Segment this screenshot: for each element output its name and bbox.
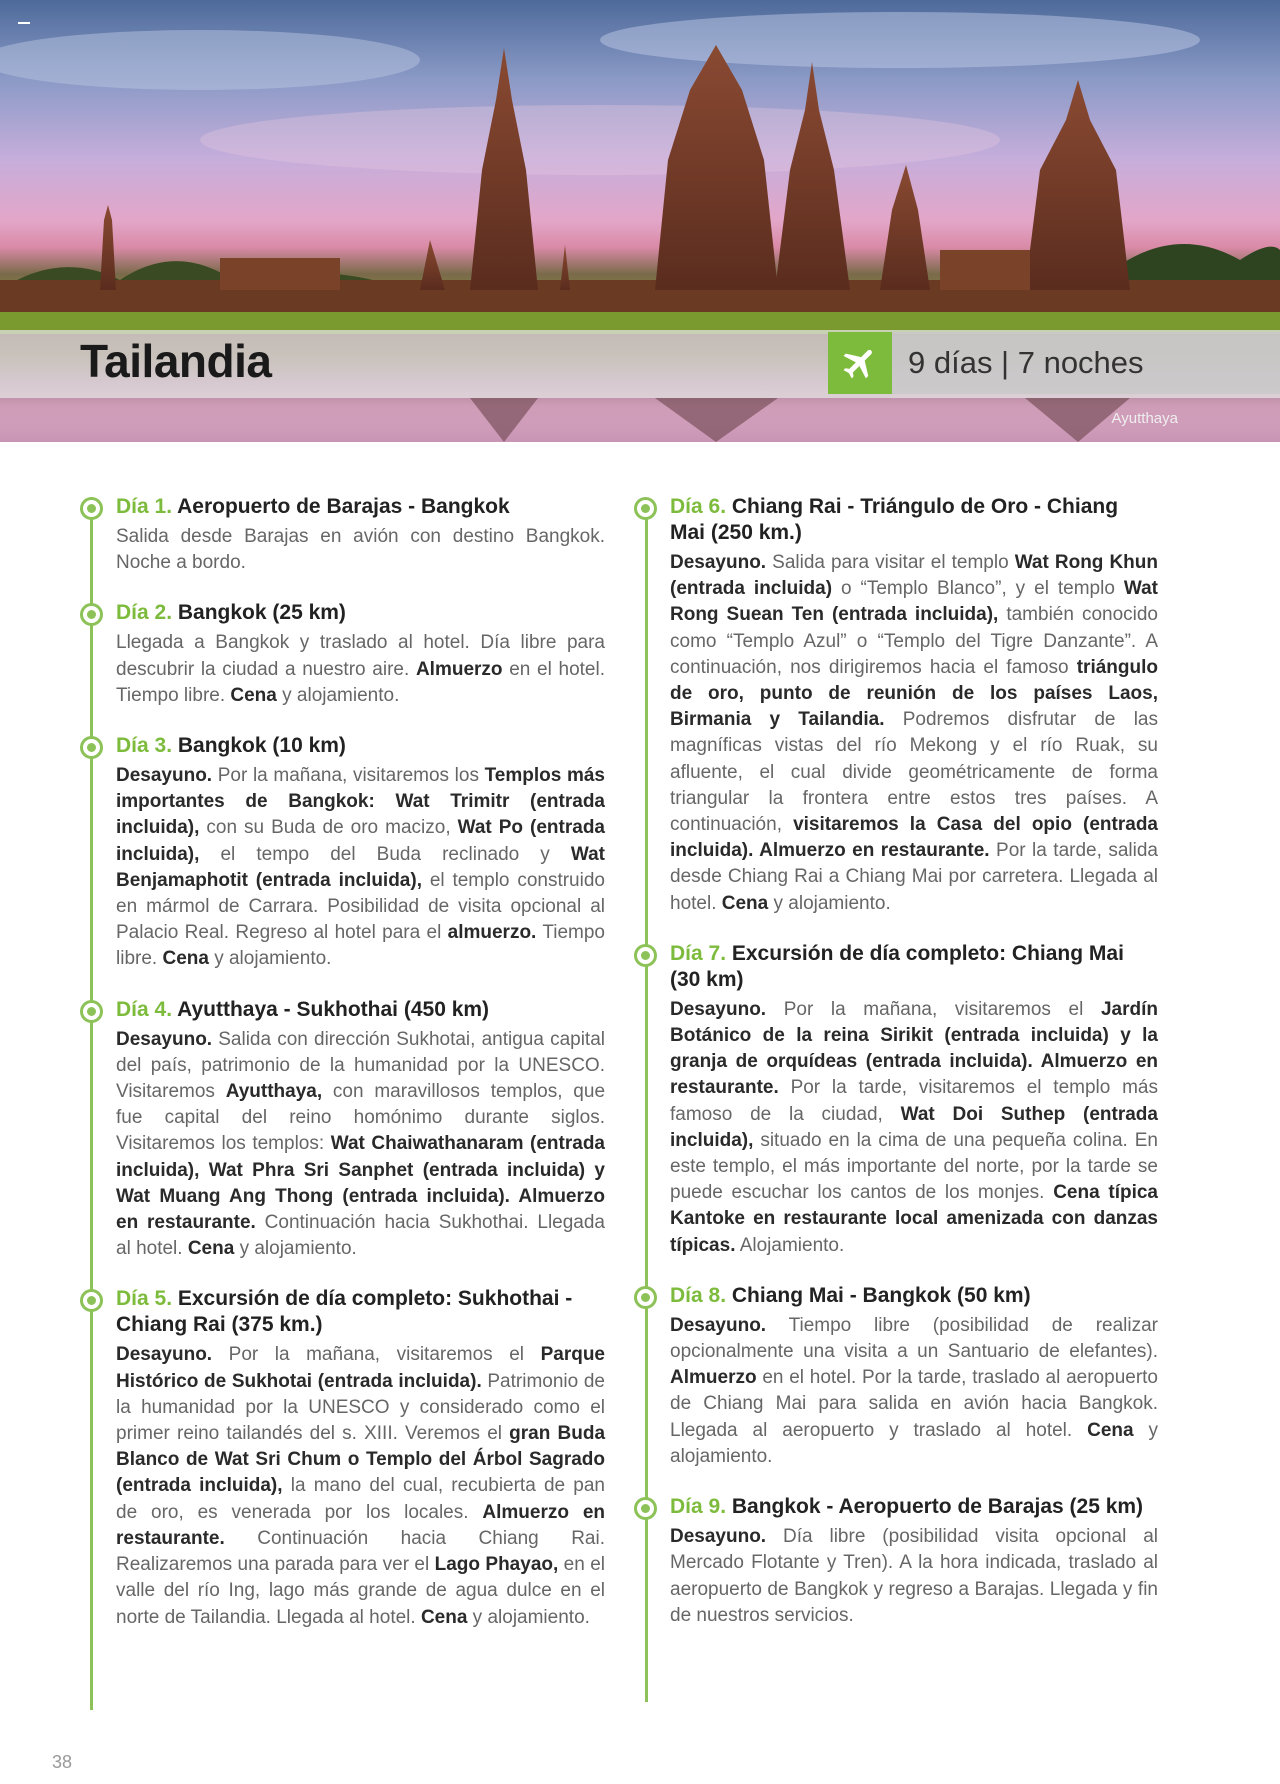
flight-badge [828, 332, 892, 394]
day-title: Aeropuerto de Barajas - Bangkok [177, 495, 510, 518]
day-heading [116, 1286, 605, 1338]
day-heading [670, 941, 1158, 993]
day-entry [80, 1286, 605, 1630]
timeline-dot-icon [80, 1000, 103, 1023]
day-description: Salida desde Barajas en avión con destino Bangkok. Noche a bordo. [116, 526, 605, 574]
timeline-dot-icon [80, 603, 103, 626]
day-description: Desayuno. Por la mañana, visitaremos el Parque Histórico de Sukhotai (entrada incluida). Patrimonio de la humanidad por la UNESCO y considerado como el primer reino tailandés del s. XIII. Veremos el gran Buda Blanco de Wat Sri Chum o Templo del Árbol Sagrado (entrada incluida), la mano del cual, recubierta de pan de oro, es venerada por los locales. Almuerzo en restaurante. Continuación hacia Chiang Rai. Realizaremos una parada para ver el Lago Phayao, en el valle del río Ing, lago más grande de agua dulce en el norte de Tailandia. Llegada al hotel. Cena y alojamiento. [116, 1344, 606, 1628]
day-title: Chiang Rai - Triángulo de Oro - Chiang Mai (250 km.) [670, 495, 1119, 544]
day-heading [116, 494, 605, 520]
timeline-dot-icon [80, 736, 103, 759]
day-description: Desayuno. Salida con dirección Sukhotai, antigua capital del país, patrimonio de la humanidad por la UNESCO. Visitaremos Ayutthaya, con maravillosos templos, que fue capital del reino homónimo durante siglos. Visitaremos los templos: Wat Chaiwathanaram (entrada incluida), Wat Phra Sri Sanphet (entrada incluida) y Wat Muang Ang Thong (entrada incluida). Almuerzo en restaurante. Continuación hacia Sukhothai. Llegada al hotel. Cena y alojamiento. [116, 1028, 606, 1260]
day-heading [670, 1494, 1158, 1520]
day-title: Bangkok - Aeropuerto de Barajas (25 km) [731, 1495, 1144, 1519]
day-number: Día 4. [116, 997, 173, 1021]
day-entry [80, 997, 605, 1263]
timeline-dot-icon [80, 497, 103, 520]
day-number: Día 2. [116, 601, 173, 625]
day-description: Desayuno. Día libre (posibilidad visita opcional al Mercado Flotante y Tren). A la hora indicada, traslado al aeropuerto de Bangkok y regreso a Barajas. Llegada y fin de nuestros servicios. [670, 1526, 1158, 1626]
day-title: Excursión de día completo: Sukhothai - Chiang Rai (375 km.) [116, 1287, 573, 1337]
day-heading [116, 733, 605, 759]
day-title: Excursión de día completo: Chiang Mai (30 km) [670, 941, 1124, 991]
page-title: Tailandia [80, 335, 272, 387]
timeline-dot-icon [634, 1497, 657, 1520]
day-entry [634, 1283, 1158, 1470]
day-description: Desayuno. Tiempo libre (posibilidad de realizar opcionalmente una visita a un Santuario de elefantes). Almuerzo en el hotel. Por la tarde, traslado al aeropuerto de Chiang Mai para salida en avión hacia Bangkok. Llegada al aeropuerto y traslado al hotel. Cena y alojamiento. [670, 1314, 1158, 1467]
day-heading [116, 997, 605, 1023]
day-title: Bangkok (10 km) [177, 734, 346, 758]
timeline-dot-icon [634, 497, 657, 520]
itinerary-column-right [634, 494, 1158, 1653]
airplane-icon [840, 343, 880, 383]
day-number: Día 5. [116, 1287, 173, 1311]
timeline-dot-icon [80, 1289, 103, 1312]
day-number: Día 3. [116, 734, 173, 758]
day-entry [634, 941, 1158, 1259]
day-description: Desayuno. Por la mañana, visitaremos los Templos más importantes de Bangkok: Wat Trimitr (entrada incluida), con su Buda de oro macizo, Wat Po (entrada incluida), el tempo del Buda reclinado y Wat Benjamaphotit (entrada incluida), el templo construido en mármol de Carrara. Posibilidad de visita opcional al Palacio Real. Regreso al hotel para el almuerzo. Tiempo libre. Cena y alojamiento. [116, 765, 605, 970]
day-entry [80, 600, 605, 709]
menu-icon [18, 22, 30, 24]
timeline-dot-icon [634, 1286, 657, 1309]
day-heading [116, 600, 605, 626]
day-number: Día 1. [116, 495, 173, 518]
duration-box [892, 332, 1280, 394]
day-heading [670, 494, 1158, 546]
image-caption: Ayutthaya [1111, 410, 1178, 427]
trip-duration: 9 días | 7 noches [908, 345, 1144, 380]
timeline-dot-icon [634, 944, 657, 967]
day-entry [80, 733, 605, 973]
day-number: Día 9. [670, 1495, 727, 1519]
day-title: Chiang Mai - Bangkok (50 km) [731, 1283, 1031, 1307]
day-title: Bangkok (25 km) [177, 601, 346, 625]
page-number: 38 [52, 1752, 73, 1772]
day-entry [634, 494, 1158, 917]
day-description: Llegada a Bangkok y traslado al hotel. Día libre para descubrir la ciudad a nuestro aire. Almuerzo en el hotel. Tiempo libre. Cena y alojamiento. [116, 632, 605, 706]
day-description: Desayuno. Por la mañana, visitaremos el Jardín Botánico de la reina Sirikit (entrada incluida) y la granja de orquídeas (entrada incluida). Almuerzo en restaurante. Por la tarde, visitaremos el templo más famoso de la ciudad, Wat Doi Suthep (entrada incluida), situado en la cima de una pequeña colina. En este templo, el más importante del norte, por la tarde se puede escuchar los cantos de los monjes. Cena típica Kantoke en restaurante local amenizada con danzas típicas. Alojamiento. [670, 998, 1158, 1256]
day-entry [80, 494, 605, 576]
day-heading [670, 1283, 1158, 1309]
day-description: Desayuno. Salida para visitar el templo Wat Rong Khun (entrada incluida) o “Templo Blanco”, y el templo Wat Rong Suean Ten (entrada incluida), también conocido como “Templo Azul” o “Templo del Tigre Danzante”. A continuación, nos dirigiremos hacia el famoso triángulo de oro, punto de reunión de los países Laos, Birmania y Tailandia. Podremos disfrutar de las magníficas vistas del río Mekong y el río Ruak, su afluente, el cual divide geométricamente de forma triangular la frontera entre estos tres países. A continuación, visitaremos la Casa del opio (entrada incluida). Almuerzo en restaurante. Por la tarde, salida desde Chiang Rai a Chiang Mai por carretera. Llegada al hotel. Cena y alojamiento. [670, 552, 1158, 914]
itinerary-column-left [80, 494, 605, 1655]
day-entry [634, 1494, 1158, 1629]
day-number: Día 8. [670, 1283, 727, 1307]
day-number: Día 6. [670, 495, 727, 518]
day-title: Ayutthaya - Sukhothai (450 km) [177, 997, 490, 1021]
day-number: Día 7. [670, 941, 727, 965]
